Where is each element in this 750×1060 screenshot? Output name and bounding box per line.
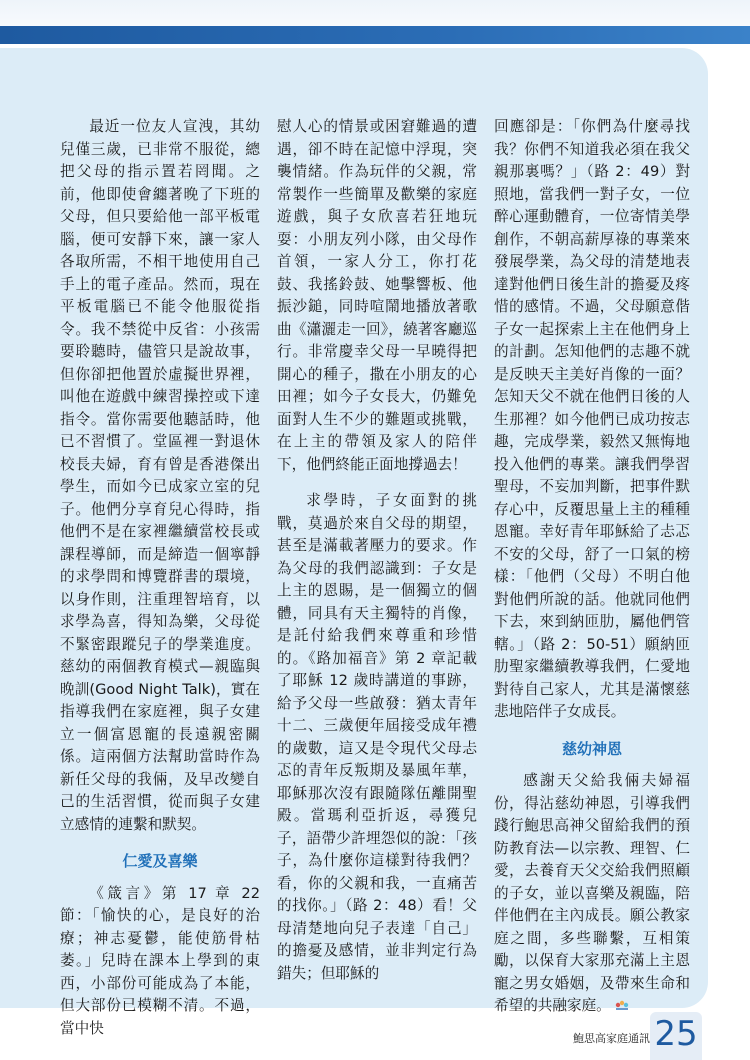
- paragraph-final: [494, 770, 690, 1018]
- page-number: 25: [654, 1014, 698, 1054]
- paragraph: 《箴言》第 17 章 22 節：「愉快的心，是良好的治療；神志憂鬱，能使筋骨枯萎。」兒時在課本上學到的東西，小部份可能成為了本能，但大部份已模糊不清。不過，當中快: [60, 884, 260, 1037]
- publication-name: 鮑思高家庭通訊: [573, 1032, 650, 1045]
- paragraph: 求學時，子女面對的挑戰，莫過於來自父母的期望，甚至是滿載著壓力的要求。作為父母的我們認識到：子女是上主的恩賜，是一個獨立的個體，同具有天主獨特的肖像，是託付給我們來尊重和珍惜的。《路加福音》第 2 章記載了耶穌 12 歲時講道的事跡，給予父母一些啟發：猶太青年十二、三歲便年屆接受成年禮的歲數，這又是令現代父母忐忑的青年反叛期及暴風年華，耶穌那次沒有跟隨隊伍離開聖殿。當瑪利亞折返，尋獲兒子，語帶少許埋怨似的說：「孩子，為什麼你這樣對待我們？看，你的父親和我，一直痛苦的找你。」（路 2：48）看！父母清楚地向兒子表達「自己」的擔憂及感情，並非判定行為錯失；但耶穌的: [277, 492, 477, 982]
- paragraph: 最近一位友人宣洩，其幼兒僅三歲，已非常不服從，總把父母的指示置若罔聞。之前，他即使會纏著晚了下班的父母，但只要給他一部平板電腦，便可安靜下來，讓一家人各取所需，不相干地使用自己手上的電子產品。然而，現在平板電腦已不能令他服從指令。我不禁從中反省：小孩需要聆聽時，儘管只是說故事，但你卻把他置於虛擬世界裡，叫他在遊戲中練習操控或下達指令。當你需要他聽話時，他已不習慣了。堂區裡一對退休校長夫婦，育有曾是香港傑出學生，而如今已成家立室的兒子。他們分享育兒心得時，指他們不是在家裡繼續當校長或課程導師，而是締造一個寧靜的求學問和博覽群書的環境，以身作則，注重理智培育，以求學為喜，得知為樂，父母從不緊密跟蹤兒子的學業進度。慈幼的兩個教育模式—親臨與晚訓(Good Night Talk)，實在指導我們在家庭裡，與子女建立一個富恩寵的長遠親密關係。這兩個方法幫助當時作為新任父母的我倆，及早改變自己的生活習慣，從而與子女建立感情的連繫和默契。: [60, 118, 260, 833]
- section-heading-love-joy: 仁愛及喜樂: [122, 852, 198, 870]
- column-1: [60, 116, 260, 1054]
- paragraph: 回應卻是：「你們為什麼尋找我？你們不知道我必須在我父親那裏嗎？」（路 2：49）對照地，當我們一對子女，一位醉心運動體育，一位寄情美學創作，不朝高薪厚祿的專業來發展學業，為父母的清楚地表達對他們日後生計的擔憂及疼惜的感情。不過，父母願意偕子女一起探索上主在他們身上的計劃。怎知他們的志趣不就是反映天主美好肖像的一面？怎知天父不就在他們日後的人生那裡？如今他們已成功按志趣，完成學業，毅然又無悔地投入他們的專業。讓我們學習聖母，不妄加判斷，把事件默存心中，反覆思量上主的種種恩寵。幸好青年耶穌給了忐忑不安的父母，舒了一口氣的榜樣：「他們（父母）不明白他對他們所說的話。他就同他們下去，來到納匝肋，屬他們管轄。」（路 2：50-51）願納匝肋聖家繼續教導我們，仁愛地對待自己家人，尤其是滿懷慈悲地陪伴子女成長。: [494, 118, 690, 720]
- salesian-end-mark-icon: [615, 999, 629, 1011]
- section-heading-salesian-charism: 慈幼神恩: [561, 739, 622, 758]
- column-3: [494, 116, 690, 1032]
- paragraph-text: 感謝天父給我倆夫婦福份，得沾慈幼神恩，引導我們踐行鮑思高神父留給我們的預防教育法—以宗教、理智、仁愛，去養育天父交給我們照顧的子女，並以喜樂及親臨，陪伴他們在主內成長。願公教家庭之間，多些聯繫，互相策勵，以保育大家那充滿上主恩寵之男女婚姻，及帶來生命和希望的共融家庭。: [494, 772, 690, 1014]
- paragraph: 慰人心的情景或困窘難過的遭遇，卻不時在記憶中浮現，突襲情緒。作為玩伴的父親，常常製作一些簡單及歡樂的家庭遊戲，與子女欣喜若狂地玩耍：小朋友列小隊，由父母作首領，一家人分工，你打花鼓、我搖鈴鼓、她擊響板、他振沙鎚，同時喧鬧地播放著歌曲《瀟灑走一回》，繞著客廳巡行。非常慶幸父母一早曉得把開心的種子，撒在小朋友的心田裡；如今子女長大，仍難免面對人生不少的難題或挑戰，在上主的帶領及家人的陪伴下，他們終能正面地撐過去！: [277, 118, 477, 473]
- column-2: [277, 116, 477, 999]
- header-bar: [0, 26, 750, 44]
